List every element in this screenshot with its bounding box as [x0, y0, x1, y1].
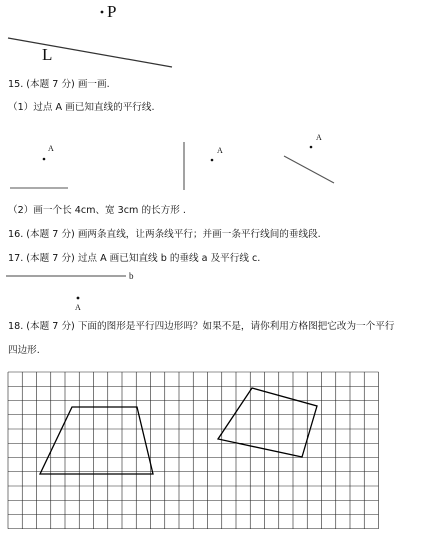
q15-fig1-label: A — [48, 144, 54, 153]
q15-fig2-point — [211, 159, 214, 162]
q15-figures-drawing — [0, 130, 431, 195]
q17-line-b-label: b — [129, 271, 134, 281]
q17-text: 17. (本题 7 分) 过点 A 画已知直线 b 的垂线 a 及平行线 c. — [8, 253, 261, 264]
q18-line2: 四边形. — [8, 345, 40, 356]
q15-fig2-label: A — [217, 146, 223, 155]
q15-title: 15. (本题 7 分) 画一画. — [8, 79, 110, 90]
q16-text: 16. (本题 7 分) 画两条直线，让两条线平行；并画一条平行线间的垂线段. — [8, 229, 321, 240]
q17-figure-drawing — [0, 265, 431, 315]
q15-fig3-label: A — [316, 133, 322, 142]
q15-figures — [0, 130, 431, 195]
q15-fig3-point — [310, 146, 313, 149]
line-l — [8, 38, 172, 67]
q15-fig3-line — [284, 156, 334, 183]
top-figure — [0, 0, 431, 75]
top-figure-drawing — [0, 0, 431, 75]
q18-grid-figure — [0, 360, 431, 540]
grid-lines — [8, 372, 379, 529]
quadrilateral-shape — [218, 388, 317, 457]
q15-fig1-point — [43, 158, 46, 161]
q15-part1: （1）过点 A 画已知直线的平行线. — [8, 102, 155, 113]
q18-line1: 18. (本题 7 分) 下面的图形是平行四边形吗？如果不是，请你利用方格图把它改为一个平行 — [8, 321, 395, 332]
q15-part2: （2）画一个长 4cm、宽 3cm 的长方形 . — [8, 205, 186, 216]
grid-drawing — [0, 360, 431, 540]
line-l-label: L — [42, 45, 53, 64]
q17-figure — [0, 265, 431, 315]
q17-point-a — [77, 297, 80, 300]
point-p-dot — [101, 11, 104, 14]
point-p-label: P — [107, 2, 117, 21]
q17-point-a-label: A — [75, 303, 81, 312]
